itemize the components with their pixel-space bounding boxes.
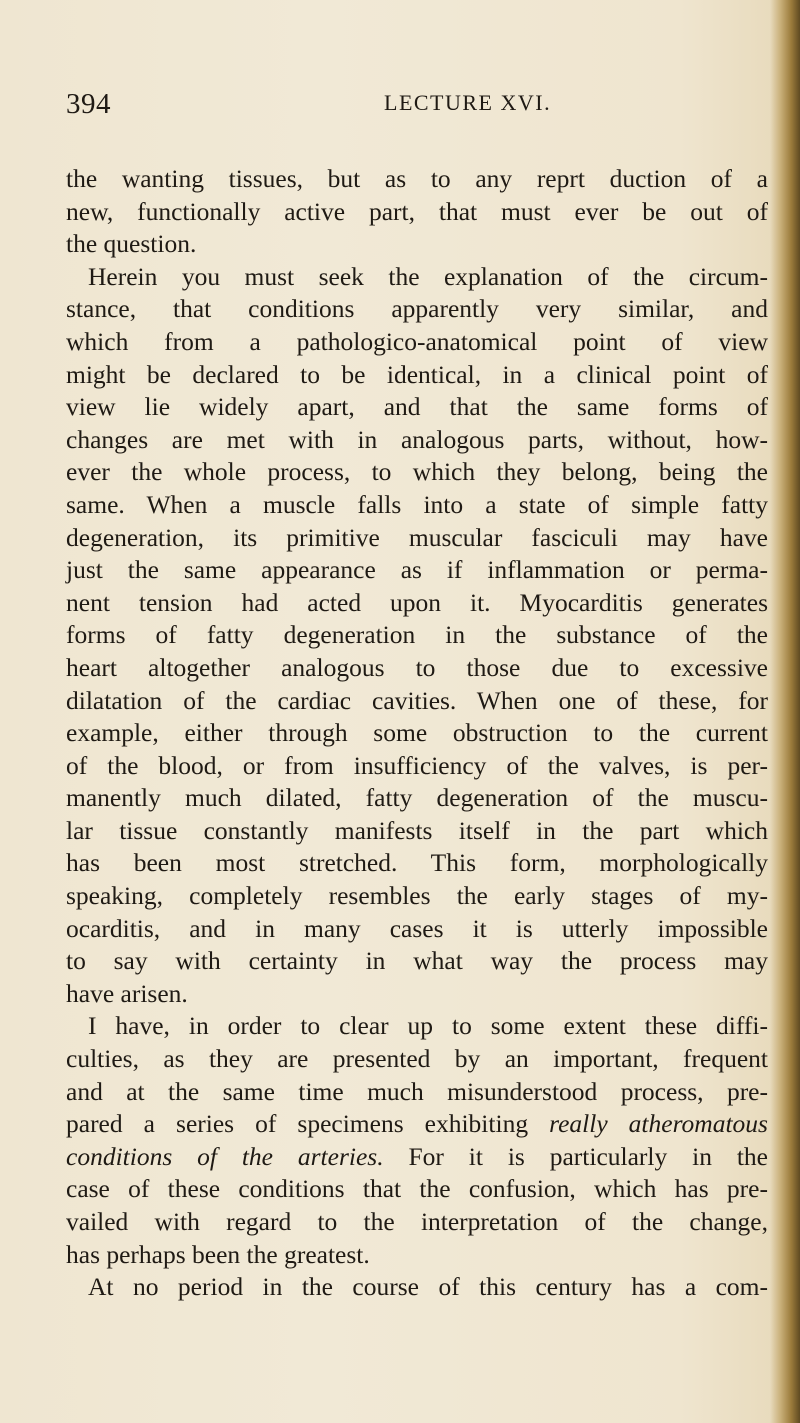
text-line: vailed with regard to the interpretation of the change, [66, 1207, 768, 1236]
text-line: manently much dilated, fatty degeneration of the muscu- [66, 783, 768, 813]
italic-emphasis: really atheromatous [549, 1109, 768, 1139]
text-line: the question. [66, 229, 197, 259]
text-line [66, 1108, 768, 1141]
page-edge-shadow [770, 0, 800, 1423]
text-line: Herein you must seek the explanation of the circum- [88, 261, 768, 291]
text-line: stance, that conditions apparently very similar, and [66, 294, 768, 324]
text-line: At no period in the course of this century has a com- [88, 1272, 768, 1302]
text-line: ocarditis, and in many cases it is utterly impossible [66, 913, 768, 943]
text-line: forms of fatty degeneration in the substance of the [66, 620, 768, 650]
text-line: heart altogether analogous to those due to excessive [66, 652, 768, 682]
text-run: For it is particularly in the [383, 1141, 769, 1171]
text-line: I have, in order to clear up to some extent these diffi- [88, 1011, 768, 1041]
text-line: changes are met with in analogous parts, without, how- [66, 424, 768, 454]
italic-emphasis: conditions of the arteries. [66, 1141, 384, 1171]
text-line: culties, as they are presented by an important, frequent [66, 1044, 768, 1074]
text-line: has perhaps been the greatest. [66, 1239, 370, 1269]
text-run: pared a series of specimens exhibiting [66, 1109, 550, 1139]
text-line: have arisen. [66, 978, 188, 1008]
text-line [66, 1141, 768, 1174]
running-title: LECTURE XVI. [384, 90, 552, 115]
text-line: speaking, completely resembles the early stages of my- [66, 881, 768, 911]
text-line: to say with certainty in what way the process may [66, 946, 768, 976]
text-line: which from a pathologico-anatomical point of view [66, 326, 768, 356]
text-line: example, either through some obstruction to the current [66, 718, 768, 748]
text-line: view lie widely apart, and that the same forms of [66, 392, 768, 422]
text-line: just the same appearance as if inflammation or perma- [66, 555, 768, 585]
body-text [66, 163, 768, 1304]
running-head [66, 88, 766, 128]
text-line: and at the same time much misunderstood process, pre- [66, 1076, 768, 1106]
text-line: the wanting tissues, but as to any reprt duction of a [66, 164, 768, 193]
text-line: of the blood, or from insufficiency of the valves, is per- [66, 750, 768, 780]
text-line: new, functionally active part, that must ever be out of [66, 196, 768, 226]
text-line: dilatation of the cardiac cavities. When one of these, for [66, 685, 768, 715]
text-line: degeneration, its primitive muscular fasciculi may have [66, 522, 768, 552]
text-line: lar tissue constantly manifests itself in the part which [66, 815, 768, 845]
text-line: nent tension had acted upon it. Myocarditis generates [66, 587, 768, 617]
text-line: ever the whole process, to which they belong, being the [66, 457, 768, 487]
page-number: 394 [66, 88, 111, 120]
text-line: has been most stretched. This form, morphologically [66, 848, 768, 878]
text-line: case of these conditions that the confusion, which has pre- [66, 1174, 768, 1204]
text-line: might be declared to be identical, in a clinical point of [66, 359, 768, 389]
text-line: same. When a muscle falls into a state of simple fatty [66, 489, 768, 519]
